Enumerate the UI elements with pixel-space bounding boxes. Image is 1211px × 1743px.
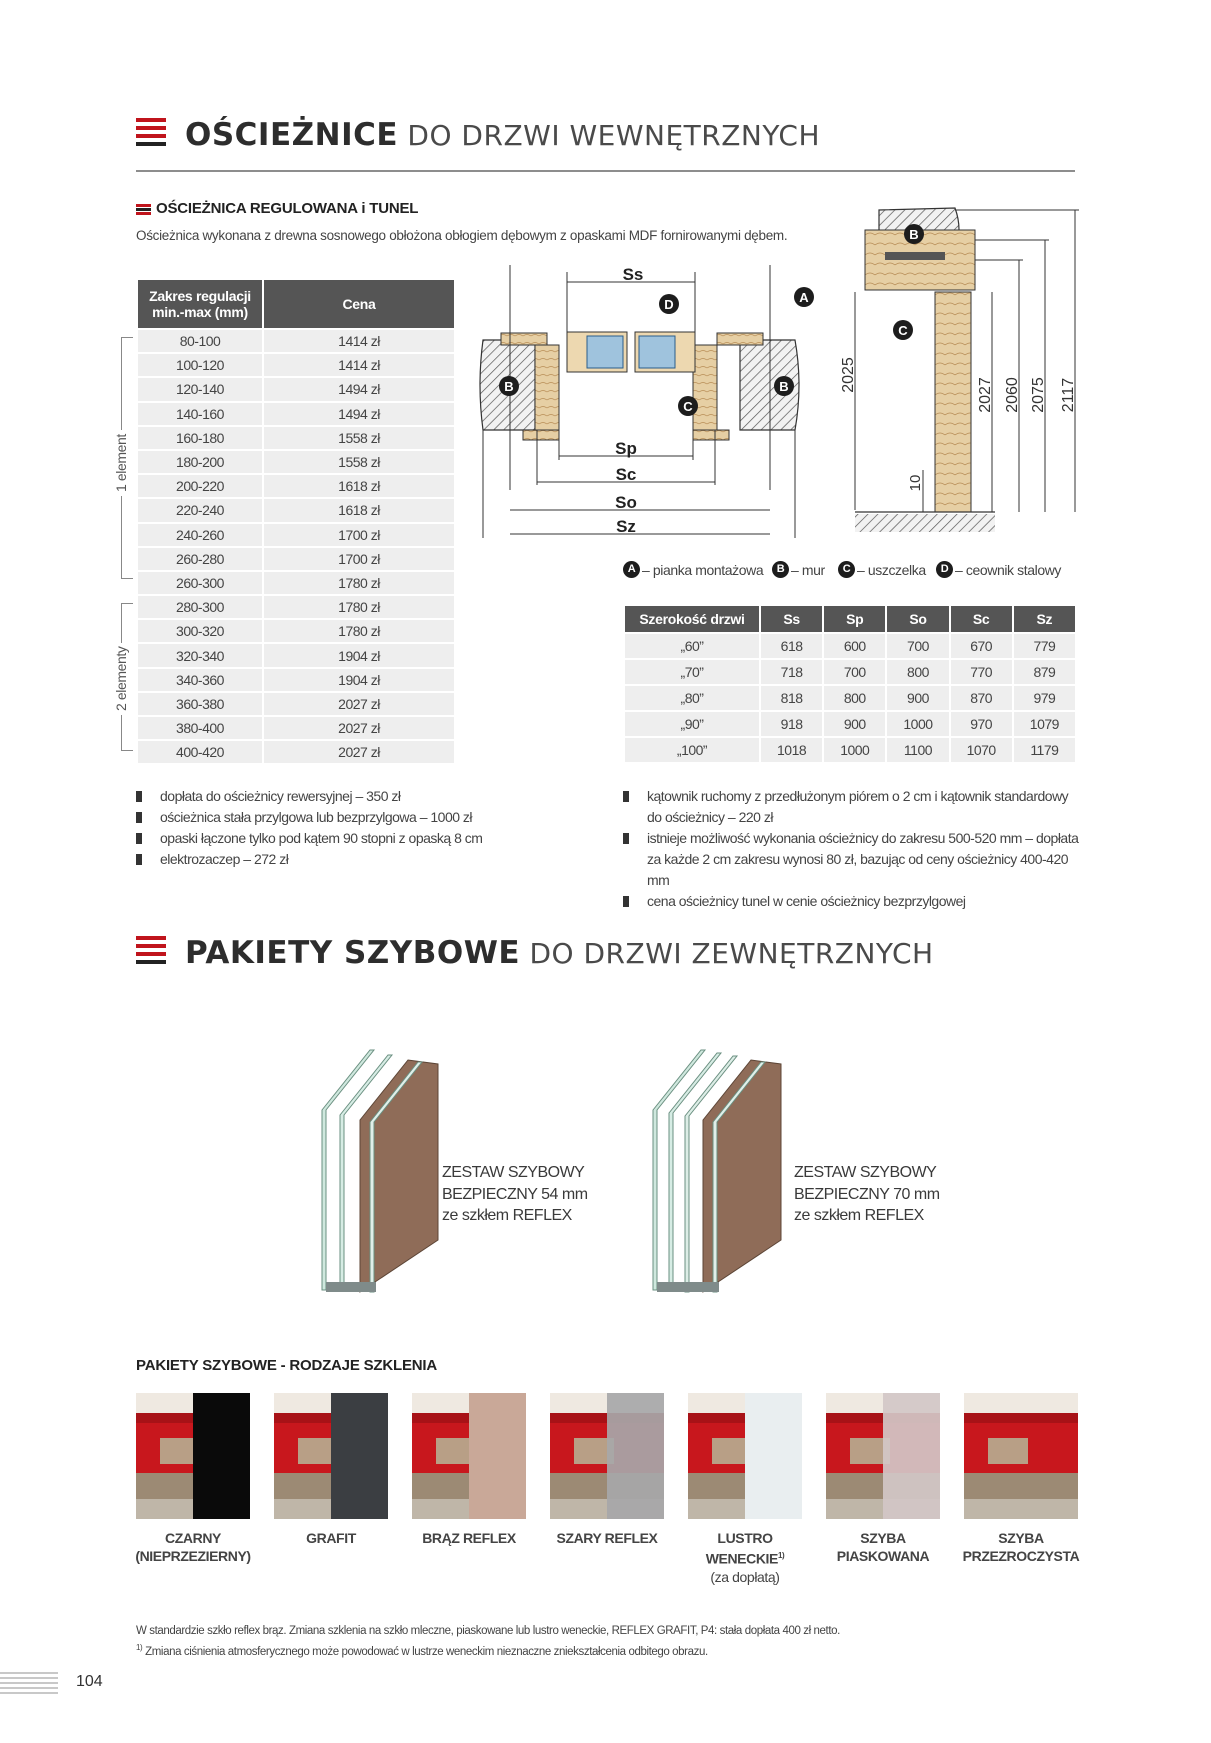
height-2060: 2060	[1004, 377, 1021, 413]
marker-c-section	[893, 320, 913, 340]
price-header-price: Cena	[264, 280, 454, 328]
note-item: dopłata do ościeżnicy rewersyjnej – 350 zł	[136, 786, 536, 807]
price-value-cell: 2027 zł	[264, 741, 454, 763]
price-row	[138, 451, 454, 473]
glass-overlay	[331, 1393, 388, 1519]
glazing-label-line2: (za dopłatą)	[710, 1568, 780, 1585]
dim-cell: 900	[887, 686, 948, 710]
description: Ościeżnica wykonana z drewna sosnowego obłożona obłogiem dębowym z opaskami MDF fornirowanymi dębem.	[136, 228, 788, 243]
height-2075: 2075	[1030, 377, 1047, 413]
price-row	[138, 330, 454, 352]
dim-cell: 779	[1014, 634, 1075, 658]
legend-marker-a: A	[623, 561, 640, 578]
legend-item-a	[623, 561, 763, 578]
frame-plan-diagram	[475, 260, 815, 550]
price-row	[138, 669, 454, 691]
price-value-cell: 1414 zł	[264, 354, 454, 376]
price-row	[138, 620, 454, 642]
svg-text:D: D	[664, 297, 674, 312]
price-row	[138, 548, 454, 570]
dim-cell: 818	[761, 686, 822, 710]
legend-text-c: – uszczelka	[857, 561, 926, 578]
glazing-label	[680, 1529, 810, 1586]
marker-b-right	[774, 376, 794, 396]
steel-channel-right	[639, 336, 675, 368]
price-range-cell: 280-300	[138, 596, 262, 618]
dim-cell: 770	[951, 660, 1012, 684]
price-value-cell: 1558 zł	[264, 451, 454, 473]
glass-overlay	[745, 1393, 802, 1519]
dim-row	[625, 660, 1075, 684]
dimension-table	[623, 604, 1077, 764]
dim-cell: 979	[1014, 686, 1075, 710]
steel-channel	[885, 252, 945, 260]
price-range-cell: 100-120	[138, 354, 262, 376]
marker-c	[678, 396, 698, 416]
dim-cell: 800	[887, 660, 948, 684]
price-value-cell: 1904 zł	[264, 669, 454, 691]
group-label-2-elementy: 2 elementy	[113, 643, 129, 715]
price-value-cell: 2027 zł	[264, 693, 454, 715]
dim-cell: 1070	[951, 738, 1012, 762]
dim-row	[625, 686, 1075, 710]
section-title-light: DO DRZWI WEWNĘTRZNYCH	[398, 119, 821, 152]
dim-cell: „70”	[625, 660, 759, 684]
dim-cell: 800	[824, 686, 885, 710]
section-icon	[136, 118, 166, 148]
glass-overlay	[193, 1393, 250, 1519]
glass-overlay	[883, 1393, 940, 1519]
price-range-cell: 400-420	[138, 741, 262, 763]
legend-text-d: – ceownik stalowy	[955, 561, 1062, 578]
price-row	[138, 717, 454, 739]
glazing-label-sup: 1)	[777, 1551, 785, 1560]
price-header-range: Zakres regulacji min.-max (mm)	[138, 280, 262, 328]
price-value-cell: 1494 zł	[264, 378, 454, 400]
dim-cell: 1000	[824, 738, 885, 762]
price-value-cell: 1558 zł	[264, 427, 454, 449]
dim-cell: „80”	[625, 686, 759, 710]
svg-text:C: C	[898, 323, 908, 338]
legend-marker-d: D	[936, 561, 953, 578]
package-70-line2: BEZPIECZNY 70 mm	[794, 1185, 940, 1203]
flag-icon	[136, 204, 151, 215]
glazing-label	[542, 1529, 672, 1547]
dim-label-sc: Sc	[615, 465, 637, 484]
price-row	[138, 741, 454, 763]
dim-header-cell: Sp	[824, 606, 885, 632]
height-10: 10	[907, 474, 924, 492]
door-leaf-section	[935, 292, 971, 512]
dim-row	[625, 738, 1075, 762]
dim-cell: 1079	[1014, 712, 1075, 736]
glazing-swatch	[412, 1393, 526, 1519]
price-range-cell: 240-260	[138, 524, 262, 546]
section-icon	[136, 936, 166, 966]
room-photo	[964, 1393, 1078, 1519]
dim-cell: 900	[824, 712, 885, 736]
price-row	[138, 596, 454, 618]
note-item: elektrozaczep – 272 zł	[136, 849, 536, 870]
marker-d	[659, 294, 679, 314]
price-range-cell: 260-280	[138, 548, 262, 570]
price-value-cell: 1700 zł	[264, 524, 454, 546]
dim-cell: 600	[824, 634, 885, 658]
height-2025: 2025	[840, 357, 857, 393]
frame-jamb-right	[693, 345, 717, 430]
glazing-swatch	[826, 1393, 940, 1519]
marker-b-left	[499, 376, 519, 396]
price-range-cell: 160-180	[138, 427, 262, 449]
dim-cell: „90”	[625, 712, 759, 736]
dim-cell: 700	[824, 660, 885, 684]
price-row	[138, 403, 454, 425]
package-70-line3: ze szkłem REFLEX	[794, 1207, 924, 1224]
legend-item-b	[772, 561, 825, 578]
glazing-title: PAKIETY SZYBOWE - RODZAJE SZKLENIA	[136, 1357, 438, 1374]
note-item: opaski łączone tylko pod kątem 90 stopni z opaską 8 cm	[136, 828, 536, 849]
price-value-cell: 1618 zł	[264, 475, 454, 497]
price-value-cell: 2027 zł	[264, 717, 454, 739]
dim-cell: 1100	[887, 738, 948, 762]
glazing-label-line1: SZYBA	[998, 1530, 1044, 1546]
dim-cell: 918	[761, 712, 822, 736]
legend-item-c	[838, 561, 926, 578]
group-label-1-element: 1 element	[113, 430, 129, 496]
package-54-label	[442, 1162, 588, 1227]
price-value-cell: 1618 zł	[264, 499, 454, 521]
glass-overlay	[469, 1393, 526, 1519]
package-54-line3: ze szkłem REFLEX	[442, 1207, 572, 1224]
svg-text:B: B	[779, 379, 789, 394]
dim-cell: 870	[951, 686, 1012, 710]
glazing-swatch	[550, 1393, 664, 1519]
price-range-cell: 120-140	[138, 378, 262, 400]
price-value-cell: 1780 zł	[264, 572, 454, 594]
glazing-label-line2: PIASKOWANA	[836, 1548, 930, 1564]
dim-row	[625, 712, 1075, 736]
dim-cell: „60”	[625, 634, 759, 658]
dim-label-ss: Ss	[622, 265, 644, 284]
glass-overlay	[607, 1393, 664, 1519]
dim-header-cell: Sc	[951, 606, 1012, 632]
legend-marker-b: B	[772, 561, 789, 578]
steel-channel-left	[587, 336, 623, 368]
price-range-cell: 180-200	[138, 451, 262, 473]
subtitle: OŚCIEŻNICA REGULOWANA i TUNEL	[156, 200, 419, 217]
frame-trim-right	[717, 333, 763, 345]
legend-text-a: – pianka montażowa	[642, 561, 764, 578]
footnote-mirror	[136, 1640, 708, 1660]
section-title-bold: PAKIETY SZYBOWE	[185, 935, 521, 971]
price-range-cell: 80-100	[138, 330, 262, 352]
dim-cell: 718	[761, 660, 822, 684]
note-item: istnieje możliwość wykonania ościeżnicy do zakresu 500-520 mm – dopłata za każde 2 cm zakresu wynosi 80 zł, bazując od ceny ościeżnicy 400-420 mm	[623, 828, 1083, 891]
section-title-oscieznice	[185, 117, 820, 153]
glazing-swatch	[136, 1393, 250, 1519]
dim-header-cell: Sz	[1014, 606, 1075, 632]
glazing-label-line1: CZARNY	[165, 1530, 221, 1546]
dim-cell: 1000	[887, 712, 948, 736]
frame-trim-left	[501, 333, 547, 345]
glazing-label-line1: SZARY REFLEX	[556, 1530, 658, 1546]
dim-row	[625, 634, 1075, 658]
glazing-label-line1: SZYBA	[860, 1530, 906, 1546]
glazing-label	[818, 1529, 948, 1565]
dim-header-cell: So	[887, 606, 948, 632]
legend-text-b: – mur	[791, 561, 825, 578]
package-70-line1: ZESTAW SZYBOWY	[794, 1164, 937, 1181]
section-title-bold: OŚCIEŻNICE	[185, 117, 399, 153]
footnote-mark: 1)	[136, 1643, 143, 1652]
dim-header-cell: Ss	[761, 606, 822, 632]
footnote-mirror-text: Zmiana ciśnienia atmosferycznego może powodować w lustrze weneckim nieznaczne zniekształcenia odbitego obrazu.	[142, 1645, 708, 1658]
marker-b-section	[904, 224, 924, 244]
dim-label-so: So	[615, 493, 637, 512]
dim-header-cell: Szerokość drzwi	[625, 606, 759, 632]
note-item: kątownik ruchomy z przedłużonym piórem o 2 cm i kątownik standardowy do ościeżnicy – 220 zł	[623, 786, 1083, 828]
price-range-cell: 320-340	[138, 644, 262, 666]
dim-cell: 700	[887, 634, 948, 658]
price-row	[138, 378, 454, 400]
svg-text:A: A	[799, 290, 809, 305]
legend-item-d	[936, 561, 1061, 578]
divider	[136, 170, 1075, 172]
dim-cell: 670	[951, 634, 1012, 658]
price-row	[138, 693, 454, 715]
frame-trim-left-back	[523, 430, 559, 440]
glazing-label-line1: BRĄZ REFLEX	[422, 1530, 516, 1546]
dim-cell: 618	[761, 634, 822, 658]
glazing-swatch	[274, 1393, 388, 1519]
glazing-label-line1: GRAFIT	[306, 1530, 356, 1546]
glazing-label-line2: (NIEPRZEZIERNY)	[135, 1548, 251, 1564]
glass-package-54-image	[310, 1040, 440, 1295]
svg-text:B: B	[504, 379, 514, 394]
section-title-pakiety	[185, 935, 934, 971]
height-2027: 2027	[977, 377, 994, 413]
dim-cell: 970	[951, 712, 1012, 736]
frame-jamb-left	[535, 345, 559, 430]
price-row	[138, 499, 454, 521]
notes-left	[136, 786, 536, 870]
package-70-label	[794, 1162, 940, 1227]
package-54-line2: BEZPIECZNY 54 mm	[442, 1185, 588, 1203]
frame-section-diagram	[835, 200, 1095, 550]
glazing-label	[128, 1529, 258, 1565]
note-item: cena ościeżnicy tunel w cenie ościeżnicy bezprzylgowej	[623, 891, 1083, 912]
price-row	[138, 354, 454, 376]
dim-cell: „100”	[625, 738, 759, 762]
price-value-cell: 1414 zł	[264, 330, 454, 352]
notes-right	[623, 786, 1083, 912]
glass-package-70-image	[645, 1040, 785, 1295]
dim-cell: 879	[1014, 660, 1075, 684]
price-value-cell: 1494 zł	[264, 403, 454, 425]
price-row	[138, 572, 454, 594]
glazing-swatch	[688, 1393, 802, 1519]
package-54-line1: ZESTAW SZYBOWY	[442, 1164, 585, 1181]
glazing-label-line1: LUSTRO WENECKIE$^{1)}$	[705, 1530, 785, 1567]
price-range-cell: 260-300	[138, 572, 262, 594]
page-deco-lines	[0, 1672, 58, 1697]
price-range-cell: 220-240	[138, 499, 262, 521]
price-range-cell: 360-380	[138, 693, 262, 715]
dim-cell: 1179	[1014, 738, 1075, 762]
svg-text:C: C	[683, 399, 693, 414]
section-title-light: DO DRZWI ZEWNĘTRZNYCH	[520, 937, 934, 970]
price-value-cell: 1780 zł	[264, 596, 454, 618]
floor-hatch	[855, 514, 995, 532]
glazing-swatch	[964, 1393, 1078, 1519]
glazing-label-line2: PRZEZROCZYSTA	[962, 1548, 1080, 1564]
dim-label-sp: Sp	[615, 439, 637, 458]
dim-cell: 1018	[761, 738, 822, 762]
price-value-cell: 1700 zł	[264, 548, 454, 570]
svg-text:B: B	[909, 227, 919, 242]
glazing-label	[956, 1529, 1086, 1565]
height-2117: 2117	[1060, 377, 1077, 413]
dim-label-sz: Sz	[616, 517, 636, 536]
price-value-cell: 1904 zł	[264, 644, 454, 666]
price-row	[138, 475, 454, 497]
price-range-cell: 380-400	[138, 717, 262, 739]
glazing-label	[266, 1529, 396, 1547]
price-range-cell: 340-360	[138, 669, 262, 691]
legend-marker-c: C	[838, 561, 855, 578]
price-range-cell: 200-220	[138, 475, 262, 497]
page-number: 104	[76, 1673, 103, 1690]
price-range-cell: 300-320	[138, 620, 262, 642]
marker-a	[794, 287, 814, 307]
note-item: ościeżnica stała przylgowa lub bezprzylgowa – 1000 zł	[136, 807, 536, 828]
price-row	[138, 644, 454, 666]
frame-trim-right-back	[693, 430, 729, 440]
price-row	[138, 427, 454, 449]
price-range-cell: 140-160	[138, 403, 262, 425]
price-table	[136, 278, 456, 765]
footnote-standard-glass: W standardzie szkło reflex brąz. Zmiana szklenia na szkło mleczne, piaskowane lub lustro weneckie, REFLEX GRAFIT, P4: stała dopłata 400 zł netto.	[136, 1625, 840, 1637]
price-row	[138, 524, 454, 546]
glazing-label	[404, 1529, 534, 1547]
price-value-cell: 1780 zł	[264, 620, 454, 642]
